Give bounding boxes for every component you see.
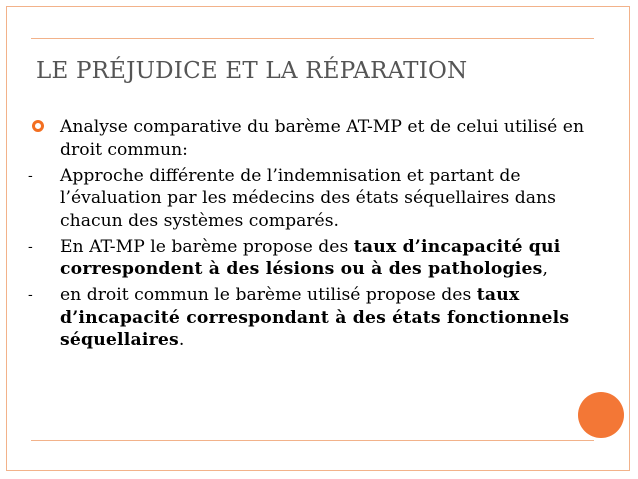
bullet-item-1 bbox=[32, 116, 592, 161]
top-rule bbox=[31, 38, 594, 39]
bullet-text: Approche différente de l’indemnisation et partant de l’évaluation par les médecins des états séquellaires dans chacun des systèmes comparés. bbox=[60, 165, 556, 231]
bottom-rule bbox=[31, 440, 594, 441]
bullet-text-pre: En AT-MP le barème propose des bbox=[60, 236, 354, 257]
decorative-orange-circle bbox=[578, 392, 624, 438]
bullet-item-3 bbox=[28, 236, 592, 281]
orange-ring-icon bbox=[32, 120, 44, 132]
bullet-text-post: , bbox=[542, 259, 548, 279]
bullet-text-bold: taux d’incapacité qui correspondent à des lésions ou à des pathologies bbox=[60, 236, 561, 279]
slide-body bbox=[28, 116, 592, 355]
dash-marker: - bbox=[28, 238, 33, 255]
bullet-item-2 bbox=[28, 165, 592, 233]
bullet-text: Analyse comparative du barème AT-MP et de celui utilisé en droit commun: bbox=[60, 117, 585, 160]
bullet-item-4 bbox=[28, 284, 592, 352]
dash-marker: - bbox=[28, 287, 33, 303]
slide-title: LE PRÉJUDICE ET LA RÉPARATION bbox=[36, 58, 468, 84]
bullet-text-bold: taux d’incapacité correspondant à des états fonctionnels séquellaires bbox=[60, 285, 570, 350]
bullet-text-post: . bbox=[178, 330, 185, 350]
dash-marker: - bbox=[28, 167, 33, 184]
bullet-text-pre: en droit commun le barème utilisé propose des bbox=[60, 285, 477, 305]
